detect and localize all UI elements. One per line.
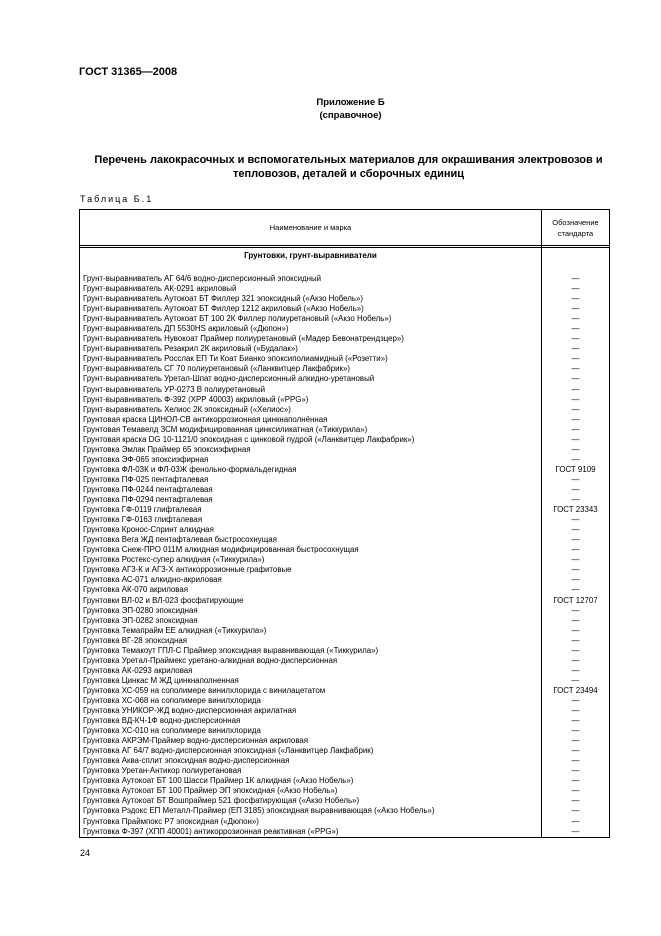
column-header-standard [542, 210, 609, 245]
table-row [80, 585, 609, 595]
standard-designation: — [571, 374, 580, 384]
material-name: Грунт-выравниватель Аутокоат БТ Филлер 1212 акриловый («Акзо Нобель») [83, 304, 364, 314]
material-name: Грунтовка Темакоут ГПЛ-С Праймер эпоксидная выравнивающая («Тиккурила») [83, 645, 379, 655]
standard-designation: — [571, 314, 580, 324]
material-name: Грунт-выравниватель Росслак ЕП Ти Коат Бианко эпоксиполиамидный («Розетти») [83, 354, 388, 364]
material-name: Грунтовая краска ЦИНОЛ-СВ антикоррозионная цинкнаполнённая [83, 414, 328, 424]
table-row [80, 334, 609, 344]
table-row [80, 626, 609, 636]
table-row [80, 827, 609, 837]
material-name: Грунтовка Эмлак Праймер 65 эпоксиэфирная [83, 444, 251, 454]
material-name: Грунтовка АКРЭМ-Праймер водно-дисперсионная акриловая [83, 736, 309, 746]
standard-designation: — [571, 474, 580, 484]
standard-designation: — [571, 726, 580, 736]
table-row [80, 445, 609, 455]
material-name: Грунт-выравниватель Аутокоат БТ Филлер 321 эпоксидный («Акзо Нобель») [83, 294, 364, 304]
table-row [80, 565, 609, 575]
standard-designation: — [571, 776, 580, 786]
document-title: Перечень лакокрасочных и вспомогательных материалов для окрашивания электровозов и тепловозов, деталей и сборочных единиц [94, 154, 603, 180]
material-name: Грунт-выравниватель АК-0291 акриловый [83, 284, 237, 294]
annex-title: Приложение Б [316, 97, 385, 108]
standard-designation: — [571, 605, 580, 615]
table-row [80, 656, 609, 666]
standard-designation: ГОСТ 12707 [553, 595, 598, 605]
table-row [80, 364, 609, 374]
standard-designation: — [571, 404, 580, 414]
material-name: Грунтовка ЭП-0282 эпоксидная [83, 615, 198, 625]
material-name: Грунт-выравниватель АГ 64/6 водно-дисперсионный эпоксидный [83, 274, 322, 283]
material-name: Грунтовка Праймпокс Р7 эпоксидная («Дюпон») [83, 816, 259, 826]
material-name: Грунтовка ГФ-0119 глифталевая [83, 505, 202, 515]
standard-designation: — [571, 545, 580, 555]
header-divider-double [80, 247, 609, 248]
material-name: Грунтовка Аутокоат БТ 100 Праймер ЭП эпоксидная («Акзо Нобель») [83, 786, 338, 796]
material-name: Грунтовка Ф-397 (ХПП 40001) антикоррозионная реактивная («PPG») [83, 826, 339, 836]
standard-designation: — [571, 635, 580, 645]
column-header-standard-line2: стандарта [557, 228, 594, 238]
standard-designation: — [571, 364, 580, 374]
material-name: Грунтовка Аква-сплит эпоксидная водно-дисперсионная [83, 756, 290, 766]
material-name: Грунтовая краска DG 10-1121/0 эпоксидная с цинковой пудрой («Ланквитцер Лакфабрик») [83, 434, 415, 444]
material-name: Грунтовка ХС-059 на сополимере винилхлорида с винилацетатом [83, 685, 326, 695]
material-name: Грунтовка ПФ-0294 пентафталевая [83, 495, 213, 505]
standard-designation: — [571, 625, 580, 635]
standard-designation: — [571, 766, 580, 776]
table-row [80, 606, 609, 616]
table-row [80, 304, 609, 314]
material-name: Грунт-выравниватель Ф-392 (ХРР 40003) акриловый («PPG») [83, 394, 309, 404]
table-row [80, 415, 609, 425]
standard-designation: — [571, 444, 580, 454]
standard-designation: — [571, 555, 580, 565]
material-name: Грунтовка АГ 64/7 водно-дисперсионная эпоксидная («Ланквитцер Лакфабрик) [83, 746, 374, 756]
standard-designation: — [571, 655, 580, 665]
standard-designation: — [571, 274, 580, 283]
page-number: 24 [80, 848, 91, 858]
materials-table [79, 209, 610, 838]
material-name: Грунтовка Снеж-ПРО 011М алкидная модифицированная быстросохнущая [83, 545, 359, 555]
table-row [80, 766, 609, 776]
standard-designation: — [571, 796, 580, 806]
table-row [80, 636, 609, 646]
table-row [80, 324, 609, 334]
standard-designation: — [571, 454, 580, 464]
material-name: Грунтовка ПФ-025 пентафталевая [83, 474, 209, 484]
material-name: Грунтовка Уретан-Антикор полиуретановая [83, 766, 242, 776]
standard-designation: — [571, 324, 580, 334]
table-row [80, 796, 609, 806]
material-name: Грунтовки ВЛ-02 и ВЛ-023 фосфатирующие [83, 595, 244, 605]
standard-designation: — [571, 565, 580, 575]
material-name: Грунтовка Уретал-Праймекс уретано-алкидная водно-дисперсионная [83, 655, 338, 665]
standard-designation: — [571, 294, 580, 304]
annex-type: (справочное) [319, 110, 382, 121]
table-row [80, 596, 609, 606]
material-name: Грунтовка Аутокоат БТ Вошпраймер 521 фосфатирующая («Акзо Нобель») [83, 796, 360, 806]
standard-designation: ГОСТ 23343 [553, 505, 598, 515]
material-name: Грунт-выравниватель ДП 5530HS акриловый («Дюпон») [83, 324, 289, 334]
standard-designation: — [571, 816, 580, 826]
standard-designation: — [571, 645, 580, 655]
table-row [80, 817, 609, 827]
standard-designation: — [571, 284, 580, 294]
material-name: Грунтовка ВГ-28 эпоксидная [83, 635, 188, 645]
table-row [80, 425, 609, 435]
material-name: Грунт-выравниватель СГ 70 полиуретановый («Ланквитцер Лакфабрик») [83, 364, 350, 374]
material-name: Грунтовка УНИКОР-ЖД водно-дисперсионная акрилатная [83, 706, 297, 716]
table-row [80, 475, 609, 485]
standard-designation: — [571, 826, 580, 836]
table-row [80, 435, 609, 445]
material-name: Грунтовка ЭП-0280 эпоксидная [83, 605, 198, 615]
standard-designation: — [571, 675, 580, 685]
standard-designation: — [571, 746, 580, 756]
material-name: Грунт-выравниватель УР-0273 В полиуретановый [83, 384, 266, 394]
table-row [80, 736, 609, 746]
table-row [80, 686, 609, 696]
material-name: Грунтовка ЭФ-065 эпоксиэфирная [83, 454, 209, 464]
header-divider [80, 245, 609, 246]
material-name: Грунтовка Кронос-Спринт алкидная [83, 525, 214, 535]
standard-designation: — [571, 424, 580, 434]
table-row [80, 575, 609, 585]
material-name: Грунтовка ВД-КЧ-1Ф водно-дисперсионная [83, 716, 241, 726]
standard-designation: — [571, 665, 580, 675]
standard-designation: — [571, 706, 580, 716]
table-row [80, 485, 609, 495]
standard-designation: ГОСТ 23494 [553, 685, 598, 695]
column-header-name: Наименование и марка [269, 223, 352, 232]
material-name: Грунтовая Темавелд ЗСМ модифицированная цинксиликатная («Тиккурила») [83, 424, 368, 434]
table-row [80, 455, 609, 465]
material-name: Грунт-выравниватель Резакрил 2К акриловый («Будалак») [83, 344, 298, 354]
material-name: Грунтовка ФЛ-03К и ФЛ-03Ж фенольно-формальдегидная [83, 464, 297, 474]
table-row [80, 374, 609, 384]
table-row [80, 284, 609, 294]
standard-designation: — [571, 394, 580, 404]
standard-designation: — [571, 344, 580, 354]
standard-designation: — [571, 585, 580, 595]
standard-designation: — [571, 414, 580, 424]
material-name: Грунтовка Цинкас М ЖД цинкнаполненная [83, 675, 239, 685]
material-name: Грунтовка Вега ЖД пентафталевая быстросохнущая [83, 535, 277, 545]
annex-heading [40, 96, 661, 122]
material-name: Грунтовка ХС-010 на сополимере винилхлорида [83, 726, 261, 736]
material-name: Грунт-выравниватель Аутокоат БТ 100 2К Филлер полиуретановый («Акзо Нобель») [83, 314, 392, 324]
section-heading: Грунтовки, грунт-выравниватели [244, 251, 377, 260]
table-row [80, 696, 609, 706]
standard-designation: — [571, 384, 580, 394]
material-name: Грунт-выравниватель Уретал-Шпат водно-дисперсионный алкидно-уретановый [83, 374, 375, 384]
table-row [80, 385, 609, 395]
table-row [80, 806, 609, 816]
table-row [80, 555, 609, 565]
material-name: Грунт-выравниватель Хелиос 2К эпоксидный («Хелиос») [83, 404, 291, 414]
standard-designation: — [571, 695, 580, 705]
standard-designation: — [571, 434, 580, 444]
table-row [80, 515, 609, 525]
standard-designation: — [571, 515, 580, 525]
table-row [80, 395, 609, 405]
table-row [80, 616, 609, 626]
table-row [80, 405, 609, 415]
standard-designation: — [571, 716, 580, 726]
material-name: Грунтовка Рэдокс ЕП Металл-Праймер (ЕП 3185) эпоксидная выравнивающая («Акзо Нобель») [83, 806, 435, 816]
table-row [80, 274, 609, 284]
table-row [80, 344, 609, 354]
table-row [80, 505, 609, 515]
standard-designation: — [571, 736, 580, 746]
standard-header: ГОСТ 31365—2008 [79, 66, 178, 78]
table-row [80, 726, 609, 736]
table-row [80, 525, 609, 535]
material-name: Грунт-выравниватель Нувокоат Праймер полиуретановый («Мадер Бевонатрендзцер») [83, 334, 404, 344]
table-row [80, 666, 609, 676]
table-row [80, 314, 609, 324]
standard-designation: — [571, 495, 580, 505]
material-name: Грунтовка ГФ-0163 глифталевая [83, 515, 203, 525]
standard-designation: — [571, 354, 580, 364]
standard-designation: ГОСТ 9109 [555, 464, 596, 474]
table-row [80, 535, 609, 545]
standard-designation: — [571, 615, 580, 625]
material-name: Грунтовка ПФ-0244 пентафталевая [83, 484, 213, 494]
table-row [80, 495, 609, 505]
table-row [80, 716, 609, 726]
column-header-standard-line1: Обозначение [552, 217, 599, 227]
standard-designation: — [571, 806, 580, 816]
table-row [80, 746, 609, 756]
table-body [80, 274, 609, 837]
standard-designation: — [571, 525, 580, 535]
standard-designation: — [571, 334, 580, 344]
table-row [80, 756, 609, 766]
table-row [80, 465, 609, 475]
table-row [80, 676, 609, 686]
standard-designation: — [571, 484, 580, 494]
standard-designation: — [571, 786, 580, 796]
table-row [80, 354, 609, 364]
table-row [80, 294, 609, 304]
material-name: Грунтовка Аутокоат БТ 100 Шасси Праймер 1К алкидная («Акзо Нобель») [83, 776, 354, 786]
standard-designation: — [571, 304, 580, 314]
table-row [80, 545, 609, 555]
material-name: Грунтовка АК-0293 акриловая [83, 665, 193, 675]
table-row [80, 646, 609, 656]
material-name: Грунтовка Ростекс-супер алкидная («Тиккурила») [83, 555, 265, 565]
material-name: Грунтовка ХС-068 на сополимере винилхлорида [83, 695, 261, 705]
standard-designation: — [571, 575, 580, 585]
material-name: Грунтовка АГ3-К и АГ3-Х антикоррозионные графитовые [83, 565, 292, 575]
table-row [80, 776, 609, 786]
material-name: Грунтовка Темапрайм ЕЕ алкидная («Тиккурила») [83, 625, 267, 635]
standard-designation: — [571, 756, 580, 766]
table-label: Таблица Б.1 [80, 194, 154, 204]
table-row [80, 786, 609, 796]
material-name: Грунтовка АС-071 алкидно-акриловая [83, 575, 222, 585]
standard-designation: — [571, 535, 580, 545]
table-row [80, 706, 609, 716]
material-name: Грунтовка АК-070 акриловая [83, 585, 189, 595]
